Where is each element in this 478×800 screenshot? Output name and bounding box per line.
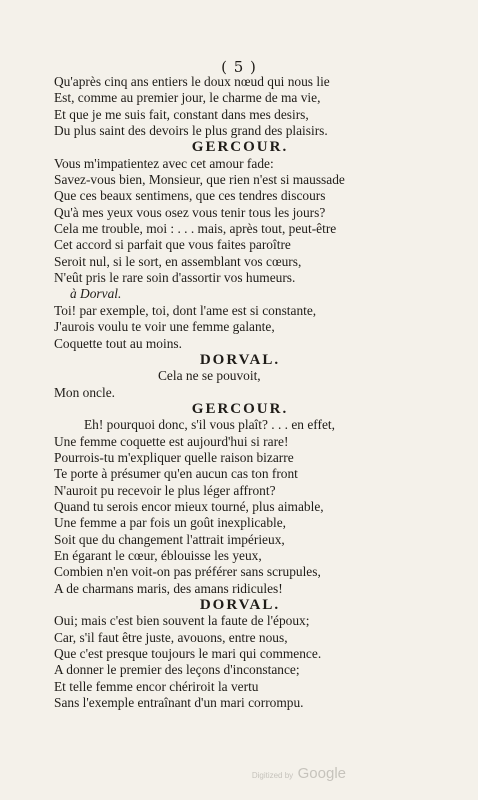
watermark-prefix: Digitized by xyxy=(251,771,294,780)
verse-line: Vous m'impatientez avec cet amour fade: xyxy=(54,155,274,171)
page-number: ( 5 ) xyxy=(221,58,257,76)
verse-line: Une femme coquette est aujourd'hui si rare! xyxy=(54,433,289,449)
speaker-name: GERCOUR. xyxy=(191,139,289,156)
speaker-name: DORVAL. xyxy=(199,597,281,613)
verse-line: Seroit nul, si le sort, en assemblant vos cœurs, xyxy=(54,253,302,269)
verse-text-block xyxy=(54,74,426,711)
verse-line: Cela ne se pouvoit, xyxy=(158,368,261,384)
verse-line: A de charmans maris, des amans ridicules! xyxy=(54,580,283,596)
verse-line: Qu'à mes yeux vous osez vous tenir tous les jours? xyxy=(54,204,326,220)
verse-line: Toi! par exemple, toi, dont l'ame est si constante, xyxy=(54,302,317,318)
verse-line: Est, comme au premier jour, le charme de ma vie, xyxy=(54,90,321,106)
verse-line: Et que je me suis fait, constant dans mes desirs, xyxy=(54,106,309,122)
verse-line: J'aurois voulu te voir une femme galante, xyxy=(54,319,275,335)
verse-line: Mon oncle. xyxy=(54,384,115,400)
verse-line: Que ces beaux sentimens, que ces tendres discours xyxy=(54,188,326,204)
speaker-name: GERCOUR. xyxy=(191,400,289,417)
verse-line: Pourrois-tu m'expliquer quelle raison bizarre xyxy=(54,449,294,465)
verse-line: Sans l'exemple entraînant d'un mari corrompu. xyxy=(54,695,304,711)
verse-line: Cela me trouble, moi : . . . mais, après tout, peut-être xyxy=(54,221,337,237)
verse-line: Te porte à présumer qu'en aucun cas ton front xyxy=(54,466,298,482)
verse-line: Qu'après cinq ans entiers le doux nœud qui nous lie xyxy=(54,74,330,89)
verse-line: En égarant le cœur, éblouisse les yeux, xyxy=(54,547,262,563)
digitized-by-google-watermark xyxy=(252,765,346,783)
verse-line: Oui; mais c'est bien souvent la faute de l'époux; xyxy=(54,613,310,629)
verse-line: Savez-vous bien, Monsieur, que rien n'est si maussade xyxy=(54,172,345,188)
verse-line: Combien n'en voit-on pas préférer sans scrupules, xyxy=(54,564,321,580)
google-logo: Google xyxy=(297,765,346,782)
verse-line: Du plus saint des devoirs le plus grand des plaisirs. xyxy=(54,123,328,139)
stage-direction: à Dorval. xyxy=(70,286,122,302)
verse-line: A donner le premier des leçons d'inconstance; xyxy=(54,662,300,678)
verse-line: N'eût pris le rare soin d'assortir vos humeurs. xyxy=(54,270,296,286)
verse-line: Car, s'il faut être juste, avouons, entre nous, xyxy=(54,629,288,645)
verse-line: Coquette tout au moins. xyxy=(54,335,182,351)
speaker-name: DORVAL. xyxy=(199,351,281,368)
verse-line: Une femme a par fois un goût inexplicable, xyxy=(54,515,287,531)
verse-line: Quand tu serois encor mieux tourné, plus aimable, xyxy=(54,498,324,514)
verse-line: Que c'est presque toujours le mari qui commence. xyxy=(54,646,322,662)
verse-line: Soit que du changement l'attrait impérieux, xyxy=(54,531,285,547)
verse-line: Eh! pourquoi donc, s'il vous plaît? . . . en effet, xyxy=(84,417,335,433)
verse-line: Et telle femme encor chériroit la vertu xyxy=(54,678,259,694)
verse-line: Cet accord si parfait que vous faites paroître xyxy=(54,237,291,253)
verse-line: N'auroit pu recevoir le plus léger affront? xyxy=(54,482,276,498)
